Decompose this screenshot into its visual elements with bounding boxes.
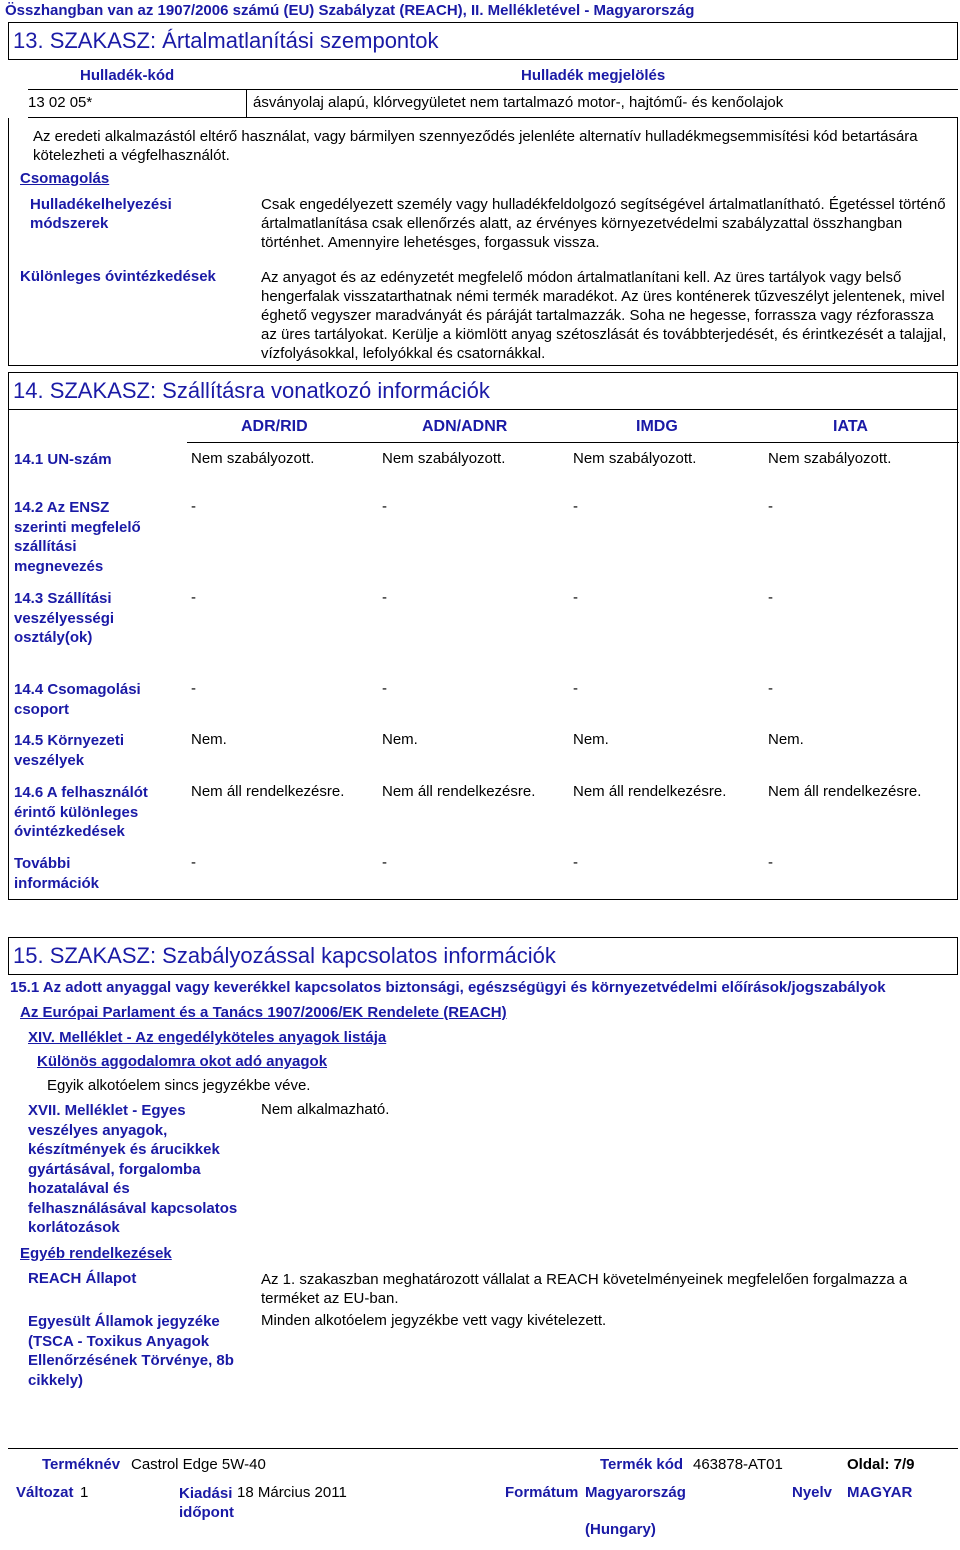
row-additional-info-imdg: - — [573, 854, 578, 871]
row-un-number-label: 14.1 UN-szám — [14, 451, 112, 468]
format-value-country: (Hungary) — [585, 1521, 656, 1538]
issue-date-label — [179, 1484, 234, 1522]
product-code-value: 463878-AT01 — [693, 1456, 783, 1473]
issue-label-line2: időpont — [179, 1504, 234, 1521]
issue-date-value: 18 Március 2011 — [237, 1484, 347, 1501]
annex-17-text: Nem alkalmazható. — [261, 1101, 390, 1118]
subsection-15-1: 15.1 Az adott anyaggal vagy keverékkel kapcsolatos biztonsági, egészségügyi és környezetvédelmi előírások/jogszabályok — [10, 979, 886, 996]
row-hazard-class-label: 14.3 Szállítási veszélyességi osztály(ok) — [14, 590, 115, 646]
page-number: Oldal: 7/9 — [847, 1456, 915, 1473]
row-packing-group-label: 14.4 Csomagolási csoport — [14, 681, 141, 718]
version-value: 1 — [80, 1484, 89, 1501]
language-label: Nyelv — [792, 1484, 833, 1501]
format-label: Formátum — [505, 1484, 579, 1501]
product-code-label: Termék kód — [600, 1456, 684, 1473]
disposal-label-line1: Hulladékelhelyezési — [30, 196, 172, 213]
packaging-heading: Csomagolás — [20, 170, 110, 187]
row-user-precautions-adr: Nem áll rendelkezésre. — [191, 783, 345, 800]
row-env-hazards-imdg: Nem. — [573, 731, 609, 748]
row-user-precautions-label: 14.6 A felhasználót érintő különleges óvintézkedések — [14, 784, 148, 840]
row-user-precautions-adn: Nem áll rendelkezésre. — [382, 783, 536, 800]
eu-regulation-heading: Az Európai Parlament és a Tanács 1907/2006/EK Rendelete (REACH) — [20, 1004, 507, 1021]
row-additional-info-adr: - — [191, 854, 196, 871]
reach-status-label: REACH Állapot — [28, 1270, 137, 1287]
col-imdg: IMDG — [636, 418, 678, 435]
row-un-number-adn: Nem szabályozott. — [382, 450, 506, 467]
special-precautions-label: Különleges óvintézkedések — [20, 268, 216, 285]
row-env-hazards-label: 14.5 Környezeti veszélyek — [14, 732, 125, 769]
disposal-methods-label — [30, 195, 172, 233]
row-hazard-class-iata: - — [768, 589, 773, 606]
reach-status-text: Az 1. szakaszban meghatározott vállalat a REACH követelményeinek megfelelően forgalmazza a terméket az EU-ban. — [261, 1271, 908, 1307]
row-packing-group-imdg: - — [573, 680, 578, 697]
row-packing-group-adn: - — [382, 680, 387, 697]
header-divider — [187, 442, 959, 443]
section-15-title: 15. SZAKASZ: Szabályozással kapcsolatos információk — [8, 937, 958, 975]
waste-desc-value: ásványolaj alapú, klórvegyületet nem tartalmazó motor-, hajtómű- és kenőolajok — [253, 94, 784, 111]
row-un-number-adr: Nem szabályozott. — [191, 450, 315, 467]
format-value: Magyarország — [585, 1484, 686, 1501]
row-shipping-name-label: 14.2 Az ENSZ szerinti megfelelő szállítási megnevezés — [14, 499, 141, 575]
row-shipping-name-adn: - — [382, 498, 387, 515]
product-name-label: Terméknév — [42, 1456, 121, 1473]
row-additional-info-adn: - — [382, 854, 387, 871]
disposal-methods-text: Csak engedélyezett személy vagy hulladékfeldolgozó segítségével ártalmatlanítható. Égetéssel történő ártalmatlanítása csak ellenőrzés alatt, az érvényes környezetvédelmi szabályzattal összhangban történhet. Amennyire lehetésges, forgassuk vissza. — [261, 196, 946, 251]
row-additional-info-label: További információk — [14, 855, 100, 892]
row-shipping-name-adr: - — [191, 498, 196, 515]
row-user-precautions-iata: Nem áll rendelkezésre. — [768, 783, 922, 800]
row-additional-info-iata: - — [768, 854, 773, 871]
tsca-text: Minden alkotóelem jegyzékbe vett vagy kivételezett. — [261, 1312, 607, 1329]
row-hazard-class-adn: - — [382, 589, 387, 606]
product-name-value: Castrol Edge 5W-40 — [131, 1456, 266, 1473]
svhc-text: Egyik alkotóelem sincs jegyzékbe véve. — [47, 1077, 311, 1094]
col-iata: IATA — [833, 418, 868, 435]
disposal-intro: Az eredeti alkalmazástól eltérő használat, vagy bármilyen szennyeződés jelenléte alternatív hulladékmegsemmisítési kód betartására kötelezheti a végfelhasználót. — [33, 128, 918, 164]
col-adr-rid: ADR/RID — [241, 418, 308, 435]
language-value: MAGYAR — [847, 1484, 913, 1501]
page-footer — [8, 1448, 958, 1544]
section-13-title: 13. SZAKASZ: Ártalmatlanítási szempontok — [8, 22, 958, 60]
waste-code-value: 13 02 05* — [28, 94, 93, 111]
row-packing-group-adr: - — [191, 680, 196, 697]
row-env-hazards-adr: Nem. — [191, 731, 227, 748]
row-user-precautions-imdg: Nem áll rendelkezésre. — [573, 783, 727, 800]
version-label: Változat — [16, 1484, 74, 1501]
row-packing-group-iata: - — [768, 680, 773, 697]
disposal-label-line2: módszerek — [30, 215, 109, 232]
section-14-title: 14. SZAKASZ: Szállításra vonatkozó információk — [8, 372, 958, 410]
annex-17-label: XVII. Melléklet - Egyes veszélyes anyagok, készítmények és árucikkek gyártásával, forgalomba hozatalával és felhasználásával kapcsolatos korlátozások — [28, 1102, 238, 1236]
table-column-divider — [246, 89, 247, 118]
row-hazard-class-imdg: - — [573, 589, 578, 606]
svhc-heading: Különös aggodalomra okot adó anyagok — [37, 1053, 328, 1070]
row-un-number-iata: Nem szabályozott. — [768, 450, 892, 467]
waste-code-table — [28, 62, 958, 118]
row-env-hazards-iata: Nem. — [768, 731, 804, 748]
row-hazard-class-adr: - — [191, 589, 196, 606]
row-shipping-name-imdg: - — [573, 498, 578, 515]
tsca-label: Egyesült Államok jegyzéke (TSCA - Toxikus Anyagok Ellenőrzésének Törvénye, 8b cikkely) — [28, 1313, 234, 1389]
waste-desc-header: Hulladék megjelölés — [521, 67, 666, 84]
waste-code-header: Hulladék-kód — [80, 67, 175, 84]
table-divider — [28, 89, 958, 90]
row-shipping-name-iata: - — [768, 498, 773, 515]
special-precautions-text: Az anyagot és az edényzetét megfelelő módon ártalmatlanítani kell. Az üres tartályok vagy belső hengerfalak visszatarthatnak némi termék maradékot. Az üres konténerek tűzveszélyt jelentenek, mivel éghető vegyszer maradványát és páráját tartalmazzák. Soha ne hegesse, forrassza vagy rézforassza az üres tartályokat. Kerülje a kiömlött anyag szétoszlását és továbbterjedését, és érintkezését a talajjal, vízfolyásokkal, lefolyókkal és csatornákkal. — [261, 269, 947, 362]
other-regulations-heading: Egyéb rendelkezések — [20, 1245, 172, 1262]
col-adn-adnr: ADN/ADNR — [422, 418, 508, 435]
annex-14-heading: XIV. Melléklet - Az engedélyköteles anyagok listája — [28, 1029, 387, 1046]
row-env-hazards-adn: Nem. — [382, 731, 418, 748]
row-un-number-imdg: Nem szabályozott. — [573, 450, 697, 467]
transport-table — [8, 410, 958, 900]
document-header: Összhangban van az 1907/2006 számú (EU) Szabályzat (REACH), II. Mellékletével - Magyarország — [5, 2, 695, 19]
issue-label-line1: Kiadási — [179, 1485, 233, 1502]
